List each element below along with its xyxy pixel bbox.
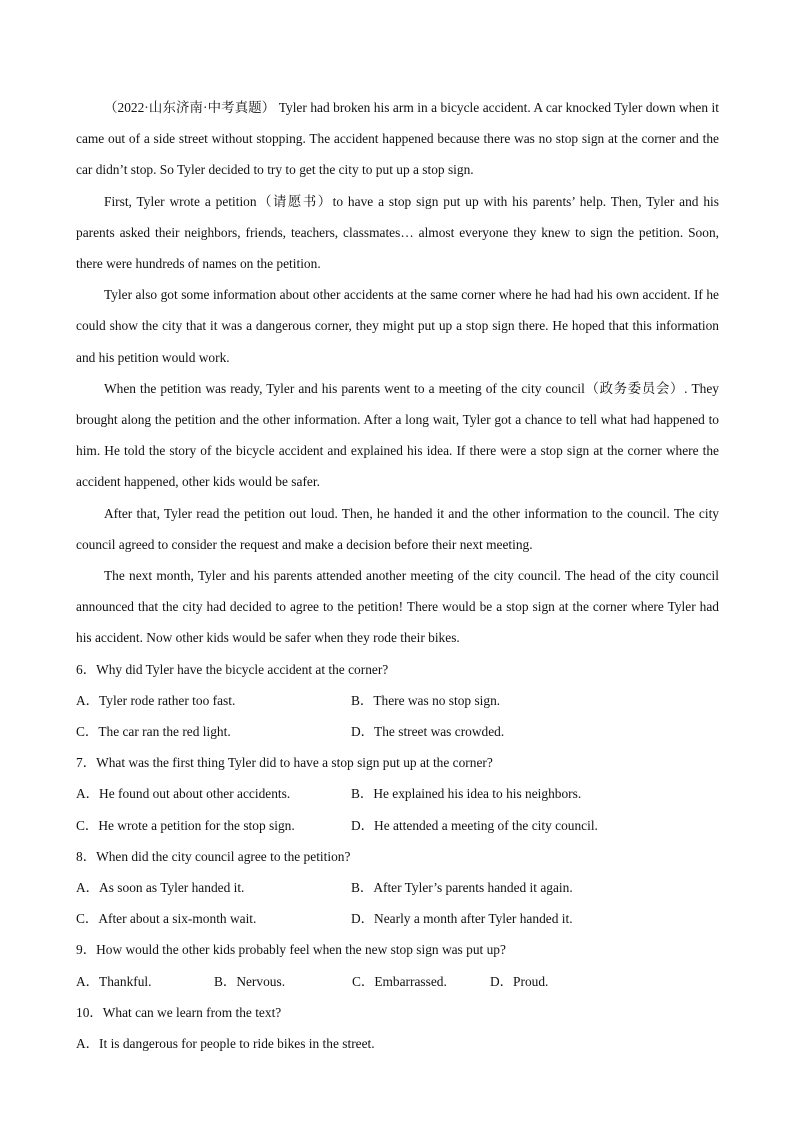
question-options <box>76 685 719 747</box>
question-9 <box>76 934 719 996</box>
option-b[interactable]: B．There was no stop sign. <box>351 692 501 708</box>
passage-paragraph-4: When the petition was ready, Tyler and his parents went to a meeting of the city council（政务委员会）. They brought along the petition and the other information. After a long wait, Tyler got a chance to tell what had happened to him. He told the story of the bicycle accident and explained his idea. If there were a stop sign at the corner where the accident happened, other kids would be safer. <box>76 380 719 490</box>
option-c[interactable]: C．After about a six-month wait. <box>76 911 257 927</box>
option-c[interactable]: C．He wrote a petition for the stop sign. <box>76 817 295 833</box>
option-a[interactable]: A．As soon as Tyler handed it. <box>76 880 245 896</box>
question-options <box>76 1028 719 1059</box>
option-a[interactable]: A．It is dangerous for people to ride bikes in the street. <box>76 1036 375 1052</box>
question-stem: 7．What was the first thing Tyler did to have a stop sign put up at the corner? <box>76 755 493 771</box>
question-10 <box>76 997 719 1059</box>
question-stem: 10．What can we learn from the text? <box>76 1004 282 1020</box>
passage-paragraph-1: （2022·山东济南·中考真题） Tyler had broken his arm in a bicycle accident. A car knocked Tyler down when it came out of a side street without stopping. The accident happened because there was no stop sign at the corner and the car didn’t stop. So Tyler decided to try to get the city to put up a stop sign. <box>76 100 719 178</box>
document-page <box>76 92 719 1059</box>
question-stem: 6．Why did Tyler have the bicycle accident at the corner? <box>76 661 389 677</box>
question-7 <box>76 747 719 841</box>
option-d[interactable]: D．He attended a meeting of the city council. <box>351 817 598 833</box>
option-d[interactable]: D．Proud. <box>490 973 549 989</box>
passage-paragraph-2: First, Tyler wrote a petition（请愿书）to have a stop sign put up with his parents’ help. Then, Tyler and his parents asked their neighbors, friends, teachers, classmates… almost everyone they knew to sign the petition. Soon, there were hundreds of names on the petition. <box>76 193 719 272</box>
option-b[interactable]: B．Nervous. <box>214 973 286 989</box>
option-c[interactable]: C．Embarrassed. <box>352 973 447 989</box>
question-6 <box>76 654 719 748</box>
question-stem: 8．When did the city council agree to the petition? <box>76 848 351 864</box>
option-d[interactable]: D．Nearly a month after Tyler handed it. <box>351 911 573 927</box>
passage-paragraph-5: After that, Tyler read the petition out loud. Then, he handed it and the other information to the council. The city council agreed to consider the request and make a decision before their next meeting. <box>76 505 719 552</box>
option-a[interactable]: A．Thankful. <box>76 973 152 989</box>
question-options <box>76 778 719 840</box>
option-d[interactable]: D．The street was crowded. <box>351 724 505 740</box>
option-c[interactable]: C．The car ran the red light. <box>76 724 231 740</box>
passage-paragraph-3: Tyler also got some information about other accidents at the same corner where he had had his own accident. If he could show the city that it was a dangerous corner, they might put up a stop sign there. He hoped that this information and his petition would work. <box>76 287 719 365</box>
option-b[interactable]: B．He explained his idea to his neighbors. <box>351 786 582 802</box>
question-options <box>76 872 719 934</box>
option-a[interactable]: A．Tyler rode rather too fast. <box>76 692 236 708</box>
option-a[interactable]: A．He found out about other accidents. <box>76 786 291 802</box>
question-stem: 9．How would the other kids probably feel when the new stop sign was put up? <box>76 942 506 958</box>
question-options <box>76 966 719 997</box>
option-b[interactable]: B．After Tyler’s parents handed it again. <box>351 880 573 896</box>
question-8 <box>76 841 719 935</box>
passage-paragraph-6: The next month, Tyler and his parents attended another meeting of the city council. The head of the city council announced that the city had decided to agree to the petition! There would be a stop sign at the corner where Tyler had his accident. Now other kids would be safer when they rode their bikes. <box>76 568 719 646</box>
